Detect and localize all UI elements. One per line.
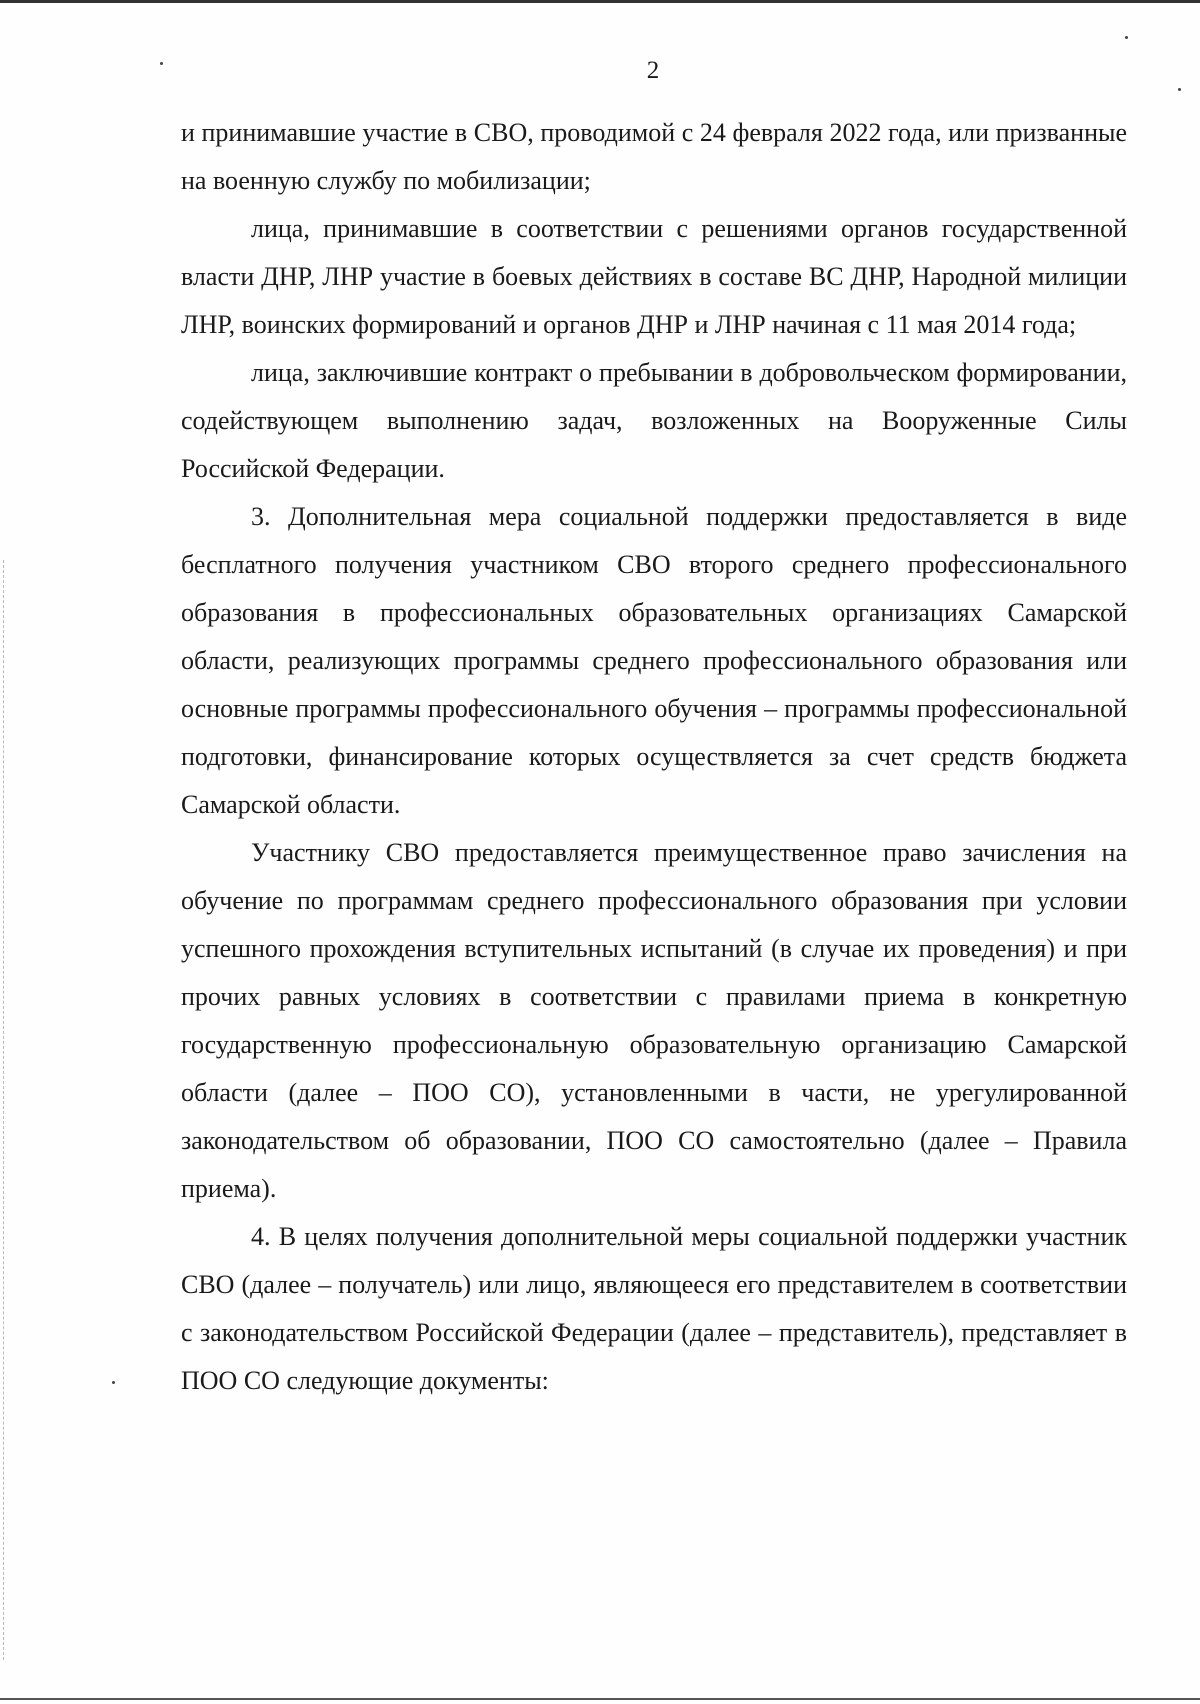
scan-left-edge — [3, 560, 5, 1660]
scan-bottom-border — [0, 1698, 1200, 1700]
scan-speck — [112, 1381, 115, 1384]
scan-speck — [1125, 36, 1128, 39]
scan-speck — [160, 62, 163, 65]
paragraph-volunteer-contract: лица, заключившие контракт о пребывании в добровольческом формировании, содействующем выполнению задач, возложенных на Вооруженные Силы Российской Федерации. — [181, 358, 1127, 483]
paragraph-dnr-lnr-persons: лица, принимавшие в соответствии с решениями органов государственной власти ДНР, ЛНР участие в боевых действиях в составе ВС ДНР, Народной милиции ЛНР, воинских формирований и органов ДНР и ЛНР начиная с 11 мая 2014 года; — [181, 214, 1127, 339]
scan-speck — [1178, 88, 1181, 91]
scan-top-border — [0, 0, 1200, 3]
document-body — [181, 109, 1127, 1405]
paragraph-continuation: и принимавшие участие в СВО, проводимой с 24 февраля 2022 года, или призванные на военную службу по мобилизации; — [181, 118, 1127, 195]
paragraph-item-4: 4. В целях получения дополнительной меры социальной поддержки участник СВО (далее – получатель) или лицо, являющееся его представителем в соответствии с законодательством Российской Федерации (далее – представитель), представляет в ПОО СО следующие документы: — [181, 1222, 1127, 1395]
paragraph-admission-priority: Участнику СВО предоставляется преимущественное право зачисления на обучение по программам среднего профессионального образования при условии успешного прохождения вступительных испытаний (в случае их проведения) и при прочих равных условиях в соответствии с правилами приема в конкретную государственную профессиональную образовательную организацию Самарской области (далее – ПОО СО), установленными в части, не урегулированной законодательством об образовании, ПОО СО самостоятельно (далее – Правила приема). — [181, 838, 1127, 1203]
paragraph-item-3: 3. Дополнительная мера социальной поддержки предоставляется в виде бесплатного получения участником СВО второго среднего профессионального образования в профессиональных образовательных организациях Самарской области, реализующих программы среднего профессионального образования или основные программы профессионального обучения – программы профессиональной подготовки, финансирование которых осуществляется за счет средств бюджета Самарской области. — [181, 502, 1127, 819]
page-number: 2 — [646, 57, 660, 84]
